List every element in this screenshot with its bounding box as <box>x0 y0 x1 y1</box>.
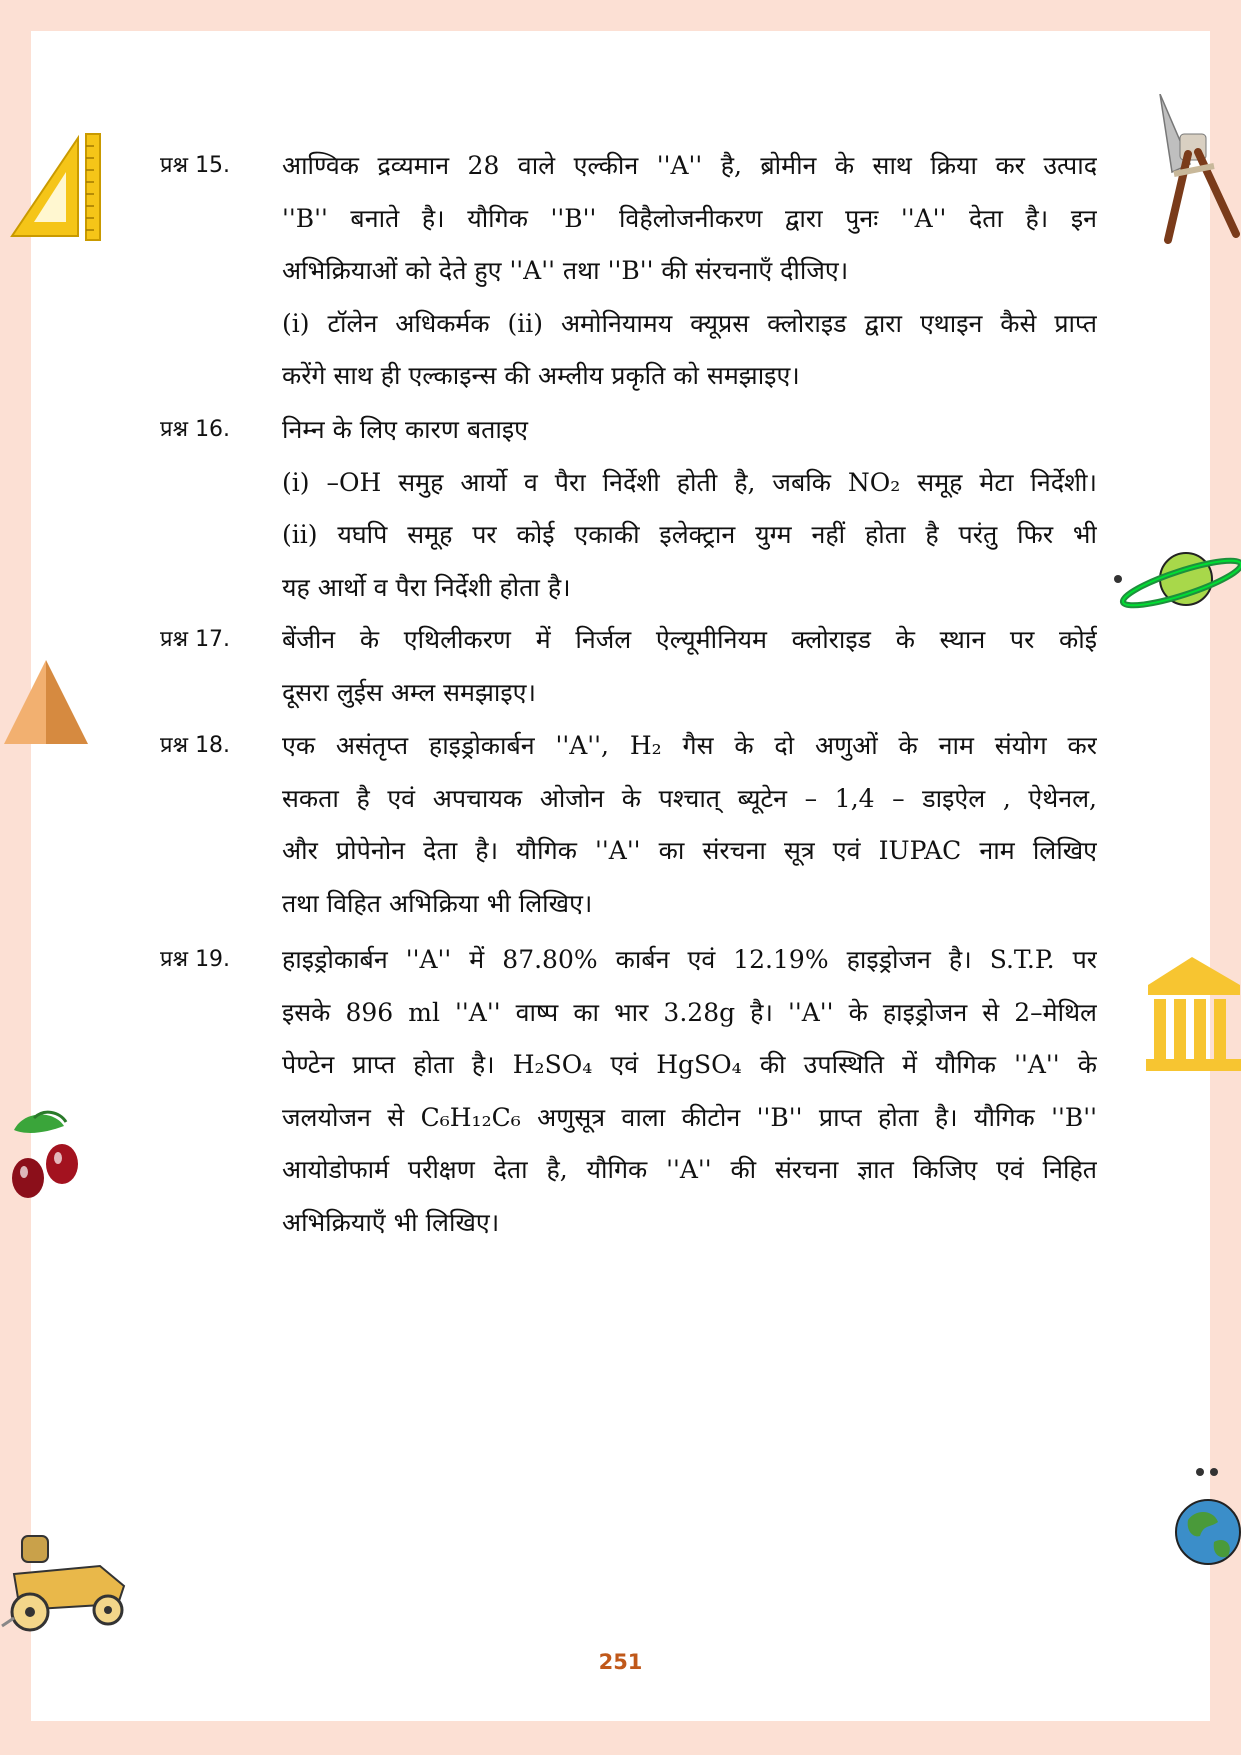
pyramid-icon <box>2 658 90 746</box>
question-line: आयोडोफार्म परीक्षण देता है, यौगिक ''A'' की संरचना ज्ञात किजिए एवं निहित <box>282 1155 1097 1184</box>
question-line: सकता है एवं अपचायक ओजोन के पश्चात् ब्यूटेन – 1,4 – डाइऐल , ऐथेनल, <box>282 783 1097 813</box>
question-line: जलयोजन से C₆H₁₂C₆ अणुसूत्र वाला कीटोन ''B'' प्राप्त होता है। यौगिक ''B'' <box>282 1102 1097 1132</box>
question-line: यह आर्थो व पैरा निर्देशी होता है। <box>282 572 571 602</box>
question-line: हाइड्रोकार्बन ''A'' में 87.80% कार्बन एवं 12.19% हाइड्रोजन है। S.T.P. पर <box>282 945 1097 974</box>
question-line: इसके 896 ml ''A'' वाष्प का भार 3.28g है। ''A'' के हाइड्रोजन से 2–मेथिल <box>282 997 1097 1027</box>
earth-globe-icon <box>1170 1464 1241 1574</box>
set-square-ruler-icon <box>8 132 104 244</box>
question-line: (i) टॉलेन अधिकर्मक (ii) अमोनियामय क्यूप्रस क्लोराइड द्वारा एथाइन कैसे प्राप्त <box>282 308 1097 338</box>
question-number: प्रश्न 16. <box>160 417 231 442</box>
question-line: बेंजीन के एथिलीकरण में निर्जल ऐल्यूमीनियम क्लोराइड के स्थान पर कोई <box>282 625 1097 654</box>
question-number: प्रश्न 18. <box>160 733 231 758</box>
question-line: करेंगे साथ ही एल्काइन्स की अम्लीय प्रकृति को समझाइए। <box>282 361 800 390</box>
question-line: एक असंतृप्त हाइड्रोकार्बन ''A'', H₂ गैस के दो अणुओं के नाम संयोग कर <box>282 731 1097 760</box>
question-body <box>282 720 1097 930</box>
greek-temple-icon <box>1144 955 1241 1073</box>
question-number: प्रश्न 19. <box>160 947 231 972</box>
question-number: प्रश्न 17. <box>160 627 231 652</box>
question-line: निम्न के लिए कारण बताइए <box>282 415 528 444</box>
question-line: और प्रोपेनोन देता है। यौगिक ''A'' का संरचना सूत्र एवं IUPAC नाम लिखिए <box>282 836 1097 865</box>
question-line: दूसरा लुईस अम्ल समझाइए। <box>282 677 536 707</box>
question-body <box>282 404 1097 614</box>
saturn-planet-icon <box>1112 543 1241 615</box>
question-body <box>282 614 1097 719</box>
question-line: आण्विक द्रव्यमान 28 वाले एल्कीन ''A'' है, ब्रोमीन के साथ क्रिया कर उत्पाद <box>282 151 1097 180</box>
question-line: पेण्टेन प्राप्त होता है। H₂SO₄ एवं HgSO₄ की उपस्थिति में यौगिक ''A'' के <box>282 1050 1097 1079</box>
question-line: (ii) यघपि समूह पर कोई एकाकी इलेक्ट्रान युग्म नहीं होता है परंतु फिर भी <box>282 520 1097 549</box>
compass-tool-icon <box>1150 94 1240 244</box>
vintage-car-icon <box>0 1530 128 1640</box>
question-number: प्रश्न 15. <box>160 153 231 178</box>
question-line: ''B'' बनाते है। यौगिक ''B'' विहैलोजनीकरण द्वारा पुनः ''A'' देता है। इन <box>282 203 1097 233</box>
cherries-icon <box>4 1106 88 1206</box>
page-number: 251 <box>598 1650 643 1674</box>
question-line: (i) –OH समुह आर्यो व पैरा निर्देशी होती है, जबकि NO₂ समूह मेटा निर्देशी। <box>282 467 1097 497</box>
question-line: तथा विहित अभिक्रिया भी लिखिए। <box>282 888 593 918</box>
question-line: अभिक्रियाओं को देते हुए ''A'' तथा ''B'' की संरचनाएँ दीजिए। <box>282 256 849 285</box>
question-body <box>282 140 1097 403</box>
question-line: अभिक्रियाएँ भी लिखिए। <box>282 1207 500 1237</box>
question-body <box>282 934 1097 1249</box>
